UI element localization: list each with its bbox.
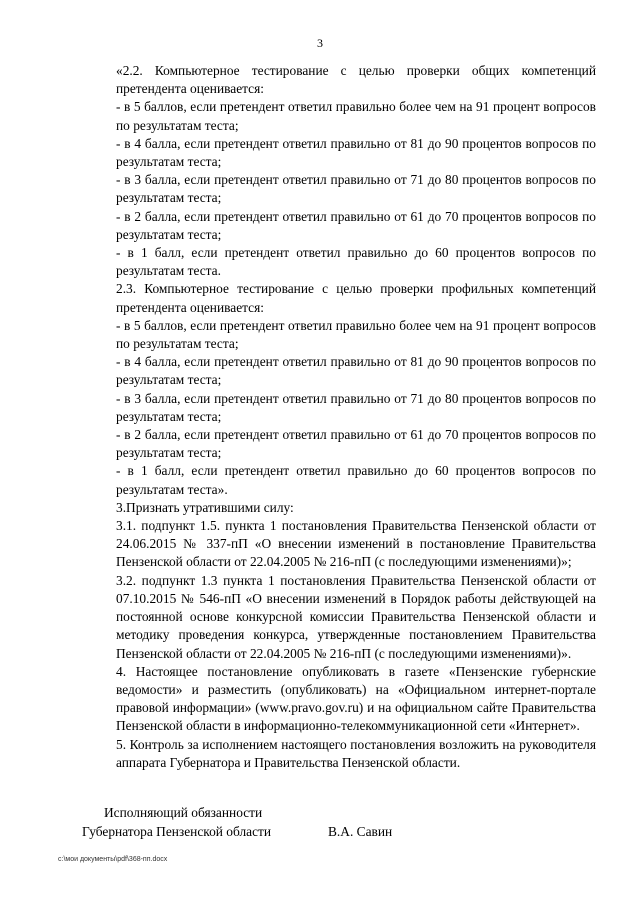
- paragraph: - в 4 балла, если претендент ответил правильно от 81 до 90 процентов вопросов по результатам теста;: [116, 135, 596, 170]
- signature-name: В.А. Савин: [328, 824, 393, 839]
- paragraph: «2.2. Компьютерное тестирование с целью проверки общих компетенций претендента оценивается:: [116, 63, 596, 97]
- paragraph: - в 4 балла, если претендент ответил правильно от 81 до 90 процентов вопросов по результатам теста;: [116, 354, 596, 388]
- signature-position-line2: Губернатора Пензенской области: [82, 824, 272, 839]
- page-number: 3: [317, 36, 323, 50]
- paragraph: - в 1 балл, если претендент ответил правильно до 60 процентов вопросов по результатам теста».: [116, 463, 596, 497]
- signature-position-line1: Исполняющий обязанности: [104, 805, 263, 820]
- paragraph: 2.3. Компьютерное тестирование с целью проверки профильных компетенций претендента оценивается:: [116, 281, 596, 315]
- paragraph: 3.1. подпункт 1.5. пункта 1 постановления Правительства Пензенской области от 24.06.2015 № 337-пП «О внесении изменений в постановление Правительства Пензенской области от 22.04.2005 № 216-пП (с последующими изменениями)»;: [116, 518, 596, 570]
- paragraph: - в 5 баллов, если претендент ответил правильно более чем на 91 процент вопросов по результатам теста;: [116, 317, 596, 352]
- paragraph: 3.2. подпункт 1.3 пункта 1 постановления Правительства Пензенской области от 07.10.2015 № 546-пП «О внесении изменений в Порядок работы действующей на постоянной основе конкурсной комиссии Правительства Пензенской области и методику проведения конкурса, утвержденные постановлением Правительства Пензенской области от 22.04.2005 № 216-пП (с последующими изменениями)».: [116, 572, 596, 661]
- paragraph: - в 1 балл, если претендент ответил правильно до 60 процентов вопросов по результатам теста.: [116, 245, 596, 279]
- paragraph: 4. Настоящее постановление опубликовать в газете «Пензенские губернские ведомости» и разместить (опубликовать) на «Официальном интернет-портале правовой информации» (www.pravo.gov.ru) и на официальном сайте Правительства Пензенской области в информационно-телекоммуникационной сети «Интернет».: [116, 663, 596, 734]
- document-body: [116, 62, 596, 772]
- paragraph: - в 3 балла, если претендент ответил правильно от 71 до 80 процентов вопросов по результатам теста;: [116, 172, 596, 206]
- paragraph: - в 5 баллов, если претендент ответил правильно более чем на 91 процент вопросов по результатам теста;: [116, 99, 596, 133]
- paragraph: - в 2 балла, если претендент ответил правильно от 61 до 70 процентов вопросов по результатам теста;: [116, 427, 596, 461]
- paragraph: 5. Контроль за исполнением настоящего постановления возложить на руководителя аппарата Губернатора и Правительства Пензенской области.: [116, 736, 596, 770]
- footer-file-path: c:\мои документы\pdf\368-пп.docx: [58, 856, 168, 863]
- paragraph: - в 2 балла, если претендент ответил правильно от 61 до 70 процентов вопросов по результатам теста;: [116, 208, 596, 242]
- paragraph: - в 3 балла, если претендент ответил правильно от 71 до 80 процентов вопросов по результатам теста;: [116, 390, 596, 424]
- paragraph: 3.Признать утратившими силу:: [116, 499, 294, 515]
